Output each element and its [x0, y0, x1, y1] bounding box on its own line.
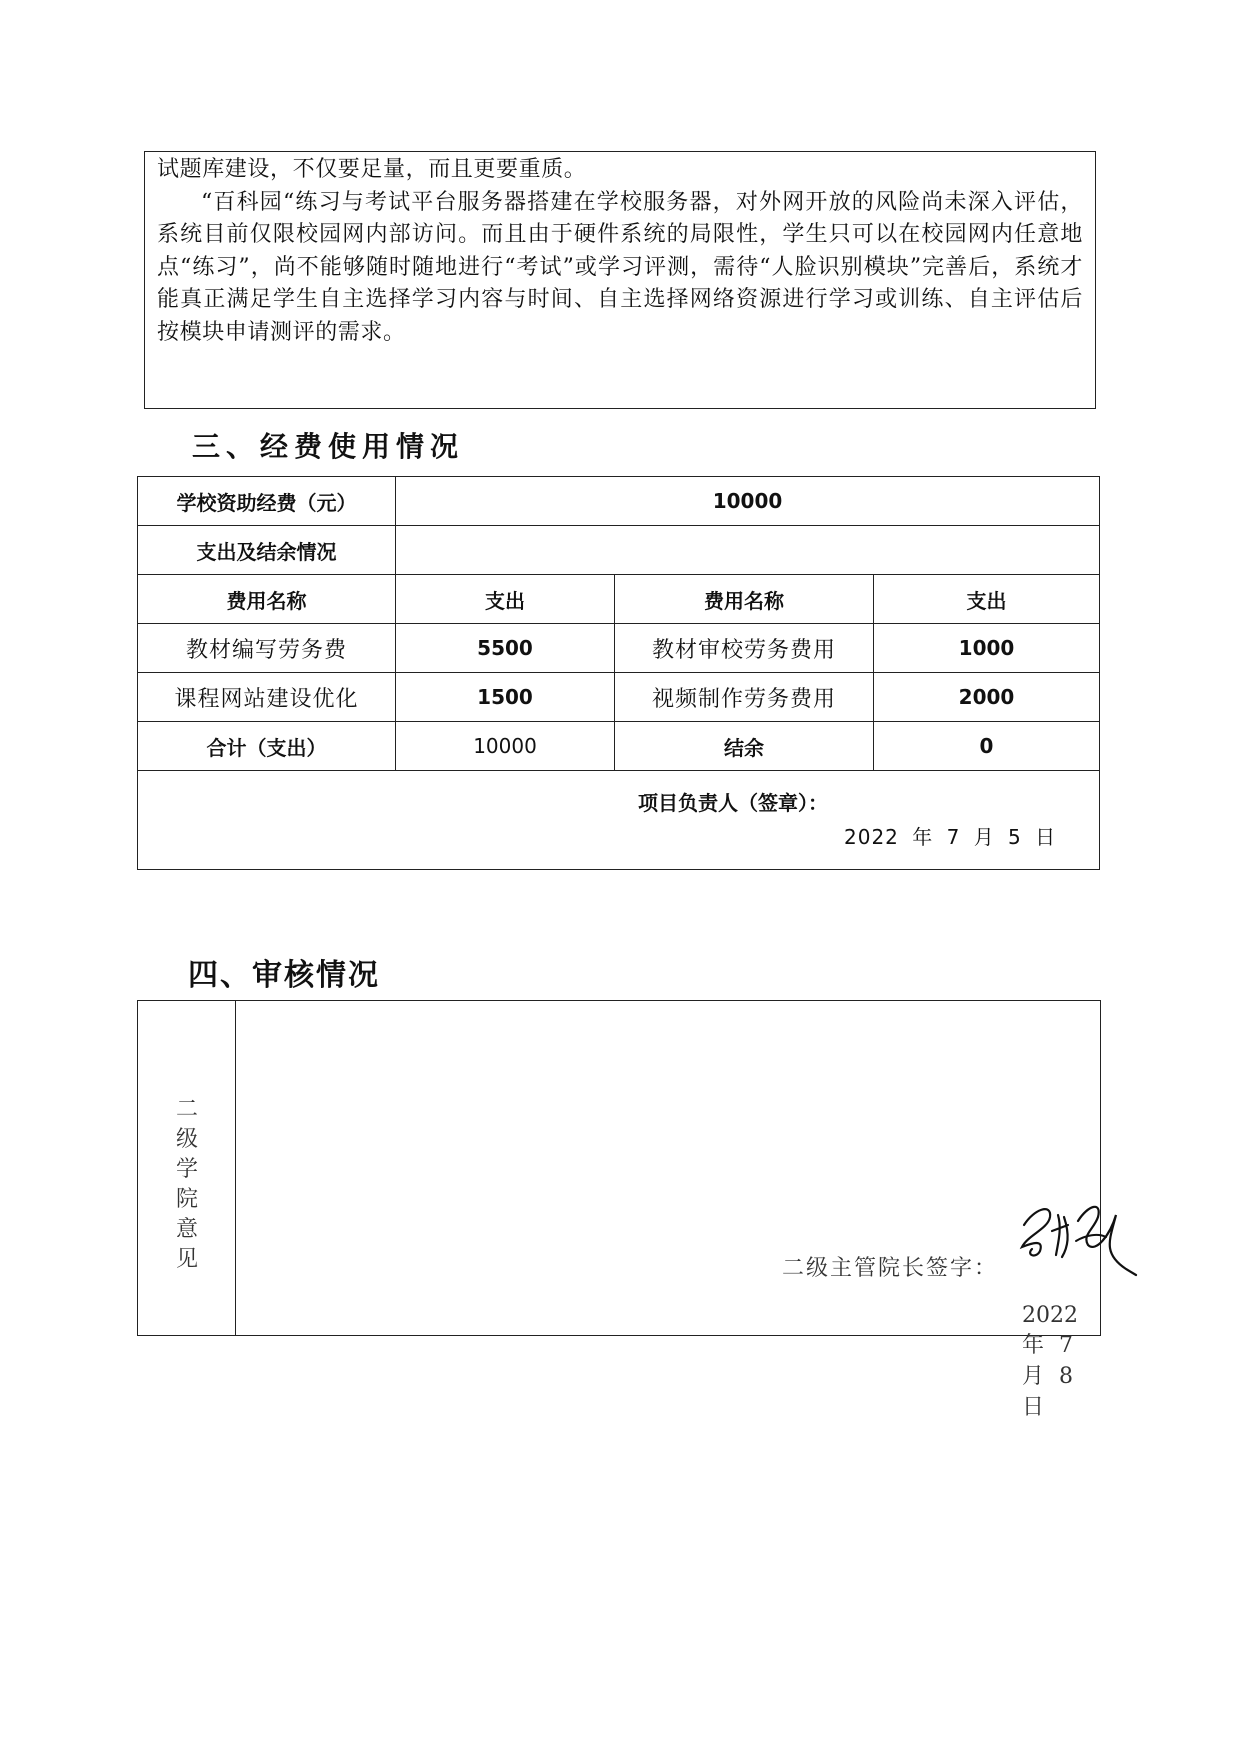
- expense-amount: 1000: [874, 624, 1100, 673]
- column-header: 费用名称: [615, 575, 874, 624]
- summary-paragraph: “百科园“练习与考试平台服务器搭建在学校服务器，对外网开放的风险尚未深入评估，系统目前仅限校园网内部访问。而且由于硬件系统的局限性，学生只可以在校园网内任意地点“练习”，尚不能够随时随地进行“考试”或学习评测，需待“人脸识别模块”完善后，系统才能真正满足学生自主选择学习内容与时间、自主选择网络资源进行学习或训练、自主评估后按模块申请测评的需求。: [157, 189, 1083, 345]
- review-date: 2022 年 7 月 8 日: [1022, 1303, 1078, 1420]
- table-row: [138, 624, 1100, 673]
- signature-cell: [138, 771, 1100, 870]
- project-summary-box: [144, 151, 1096, 409]
- remain-label: 结余: [615, 722, 874, 771]
- section-4-title: 四、审核情况: [188, 958, 380, 993]
- signature-row: [138, 771, 1100, 870]
- column-header: 支出: [874, 575, 1100, 624]
- column-header: 费用名称: [138, 575, 396, 624]
- summary-line: 试题库建设，不仅要足量，而且更要重质。: [157, 157, 587, 182]
- expense-amount: 1500: [396, 673, 615, 722]
- expense-name: 教材审校劳务费用: [615, 624, 874, 673]
- table-header-row: [138, 575, 1100, 624]
- review-side-column: [138, 1001, 236, 1335]
- funding-value: 10000: [396, 477, 1100, 526]
- table-row: [138, 673, 1100, 722]
- expense-table: [137, 476, 1100, 870]
- remain-value: 0: [874, 722, 1100, 771]
- total-value: 10000: [396, 722, 615, 771]
- section-3-title: 三、经费使用情况: [192, 430, 465, 463]
- balance-label: 支出及结余情况: [138, 526, 396, 575]
- balance-value: [396, 526, 1100, 575]
- review-table: [137, 1000, 1101, 1420]
- table-row: [138, 526, 1100, 575]
- project-leader-date: 2022 年 7 月 5 日: [844, 825, 1057, 849]
- expense-name: 课程网站建设优化: [138, 673, 396, 722]
- handwritten-signature: [1006, 1195, 1146, 1277]
- college-opinion-label: 二级学院意见: [175, 1097, 198, 1272]
- table-row: [138, 477, 1100, 526]
- expense-name: 视频制作劳务费用: [615, 673, 874, 722]
- total-label: 合计（支出）: [138, 722, 396, 771]
- expense-amount: 2000: [874, 673, 1100, 722]
- column-header: 支出: [396, 575, 615, 624]
- project-leader-signature-label: 项目负责人（签章）：: [638, 791, 828, 815]
- dean-signature-label: 二级主管院长签字：: [782, 1256, 999, 1281]
- expense-name: 教材编写劳务费: [138, 624, 396, 673]
- expense-amount: 5500: [396, 624, 615, 673]
- funding-label: 学校资助经费（元）: [138, 477, 396, 526]
- table-row: [138, 722, 1100, 771]
